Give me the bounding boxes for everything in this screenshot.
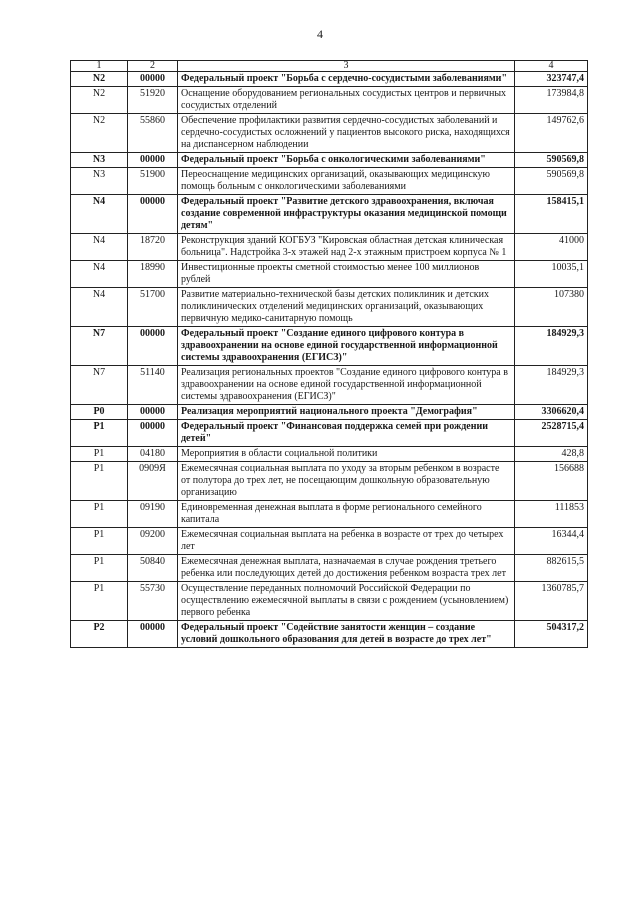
amount-cell: 156688 — [515, 462, 588, 501]
item-name-cell: Оснащение оборудованием региональных сосудистых центров и первичных сосудистых отделений — [178, 87, 515, 114]
budget-table — [70, 60, 588, 648]
table-row — [71, 420, 588, 447]
table-row — [71, 462, 588, 501]
table-row — [71, 555, 588, 582]
table-row — [71, 528, 588, 555]
section-code-cell: P0 — [71, 405, 128, 420]
section-code-cell: P1 — [71, 462, 128, 501]
amount-cell: 184929,3 — [515, 327, 588, 366]
section-code-cell: N7 — [71, 327, 128, 366]
table-row — [71, 72, 588, 87]
item-name-cell: Федеральный проект "Борьба с сердечно-сосудистыми заболеваниями" — [178, 72, 515, 87]
target-code-cell: 55730 — [128, 582, 178, 621]
section-code-cell: P2 — [71, 621, 128, 648]
item-name-cell: Ежемесячная денежная выплата, назначаемая в случае рождения третьего ребенка или последующих детей до достижения ребенком возраста трех лет — [178, 555, 515, 582]
target-code-cell: 00000 — [128, 195, 178, 234]
amount-cell: 41000 — [515, 234, 588, 261]
table-row — [71, 366, 588, 405]
table-row — [71, 195, 588, 234]
target-code-cell: 51700 — [128, 288, 178, 327]
table-row — [71, 234, 588, 261]
amount-cell: 2528715,4 — [515, 420, 588, 447]
item-name-cell: Ежемесячная социальная выплата по уходу за вторым ребенком в возрасте от полутора до трех лет, не посещающим дошкольную образовательную организацию — [178, 462, 515, 501]
target-code-cell: 09200 — [128, 528, 178, 555]
section-code-cell: N2 — [71, 114, 128, 153]
table-row — [71, 405, 588, 420]
table-row — [71, 114, 588, 153]
item-name-cell: Реализация региональных проектов "Создание единого цифрового контура в здравоохранении на основе единой государственной информационной системы здравоохранения (ЕГИСЗ)" — [178, 366, 515, 405]
table-row — [71, 621, 588, 648]
amount-cell: 504317,2 — [515, 621, 588, 648]
column-header: 3 — [178, 61, 515, 72]
section-code-cell: N4 — [71, 195, 128, 234]
target-code-cell: 00000 — [128, 420, 178, 447]
target-code-cell: 50840 — [128, 555, 178, 582]
target-code-cell: 0909Я — [128, 462, 178, 501]
section-code-cell: P1 — [71, 528, 128, 555]
table-row — [71, 582, 588, 621]
page-number: 4 — [317, 27, 323, 41]
amount-cell: 590569,8 — [515, 153, 588, 168]
section-code-cell: N4 — [71, 261, 128, 288]
amount-cell: 882615,5 — [515, 555, 588, 582]
item-name-cell: Переоснащение медицинских организаций, оказывающих медицинскую помощь больным с онкологическими заболеваниями — [178, 168, 515, 195]
section-code-cell: N4 — [71, 288, 128, 327]
table-row — [71, 501, 588, 528]
target-code-cell: 00000 — [128, 327, 178, 366]
target-code-cell: 51920 — [128, 87, 178, 114]
section-code-cell: N2 — [71, 72, 128, 87]
item-name-cell: Федеральный проект "Развитие детского здравоохранения, включая создание современной инфраструктуры оказания медицинской помощи детям" — [178, 195, 515, 234]
item-name-cell: Мероприятия в области социальной политики — [178, 447, 515, 462]
target-code-cell: 04180 — [128, 447, 178, 462]
amount-cell: 1360785,7 — [515, 582, 588, 621]
section-code-cell: N3 — [71, 153, 128, 168]
column-header: 2 — [128, 61, 178, 72]
amount-cell: 184929,3 — [515, 366, 588, 405]
item-name-cell: Федеральный проект "Финансовая поддержка семей при рождении детей" — [178, 420, 515, 447]
item-name-cell: Единовременная денежная выплата в форме регионального семейного капитала — [178, 501, 515, 528]
amount-cell: 3306620,4 — [515, 405, 588, 420]
table-body — [71, 72, 588, 648]
target-code-cell: 51140 — [128, 366, 178, 405]
section-code-cell: N4 — [71, 234, 128, 261]
item-name-cell: Обеспечение профилактики развития сердечно-сосудистых заболеваний и сердечно-сосудистых осложнений у пациентов высокого риска, находящихся на диспансерном наблюдении — [178, 114, 515, 153]
amount-cell: 10035,1 — [515, 261, 588, 288]
section-code-cell: N7 — [71, 366, 128, 405]
amount-cell: 158415,1 — [515, 195, 588, 234]
target-code-cell: 00000 — [128, 153, 178, 168]
table-row — [71, 288, 588, 327]
table-row — [71, 327, 588, 366]
item-name-cell: Реализация мероприятий национального проекта "Демография" — [178, 405, 515, 420]
section-code-cell: N2 — [71, 87, 128, 114]
amount-cell: 323747,4 — [515, 72, 588, 87]
target-code-cell: 00000 — [128, 405, 178, 420]
amount-cell: 173984,8 — [515, 87, 588, 114]
table-row — [71, 87, 588, 114]
column-header: 4 — [515, 61, 588, 72]
item-name-cell: Инвестиционные проекты сметной стоимостью менее 100 миллионов рублей — [178, 261, 515, 288]
target-code-cell: 55860 — [128, 114, 178, 153]
item-name-cell: Федеральный проект "Борьба с онкологическими заболеваниями" — [178, 153, 515, 168]
item-name-cell: Реконструкция зданий КОГБУЗ "Кировская областная детская клиническая больница". Надстройка 3-х этажей над 2-х этажным пристроем корпуса № 1 — [178, 234, 515, 261]
amount-cell: 428,8 — [515, 447, 588, 462]
target-code-cell: 09190 — [128, 501, 178, 528]
table-row — [71, 153, 588, 168]
table-row — [71, 261, 588, 288]
section-code-cell: P1 — [71, 555, 128, 582]
column-header: 1 — [71, 61, 128, 72]
target-code-cell: 00000 — [128, 621, 178, 648]
target-code-cell: 00000 — [128, 72, 178, 87]
table-row — [71, 447, 588, 462]
amount-cell: 590569,8 — [515, 168, 588, 195]
amount-cell: 16344,4 — [515, 528, 588, 555]
item-name-cell: Ежемесячная социальная выплата на ребенка в возрасте от трех до четырех лет — [178, 528, 515, 555]
target-code-cell: 18990 — [128, 261, 178, 288]
item-name-cell: Федеральный проект "Создание единого цифрового контура в здравоохранении на основе единой государственной информационной системы здравоохранения (ЕГИСЗ)" — [178, 327, 515, 366]
amount-cell: 111853 — [515, 501, 588, 528]
section-code-cell: N3 — [71, 168, 128, 195]
section-code-cell: P1 — [71, 447, 128, 462]
amount-cell: 107380 — [515, 288, 588, 327]
table-header-row — [71, 61, 588, 72]
section-code-cell: P1 — [71, 582, 128, 621]
section-code-cell: P1 — [71, 420, 128, 447]
item-name-cell: Осуществление переданных полномочий Российской Федерации по осуществлению ежемесячной выплаты в связи с рождением (усыновлением) первого ребенка — [178, 582, 515, 621]
target-code-cell: 51900 — [128, 168, 178, 195]
target-code-cell: 18720 — [128, 234, 178, 261]
amount-cell: 149762,6 — [515, 114, 588, 153]
table-row — [71, 168, 588, 195]
item-name-cell: Развитие материально-технической базы детских поликлиник и детских поликлинических отделений медицинских организаций, оказывающих первичную медико-санитарную помощь — [178, 288, 515, 327]
section-code-cell: P1 — [71, 501, 128, 528]
item-name-cell: Федеральный проект "Содействие занятости женщин – создание условий дошкольного образования для детей в возрасте до трех лет" — [178, 621, 515, 648]
